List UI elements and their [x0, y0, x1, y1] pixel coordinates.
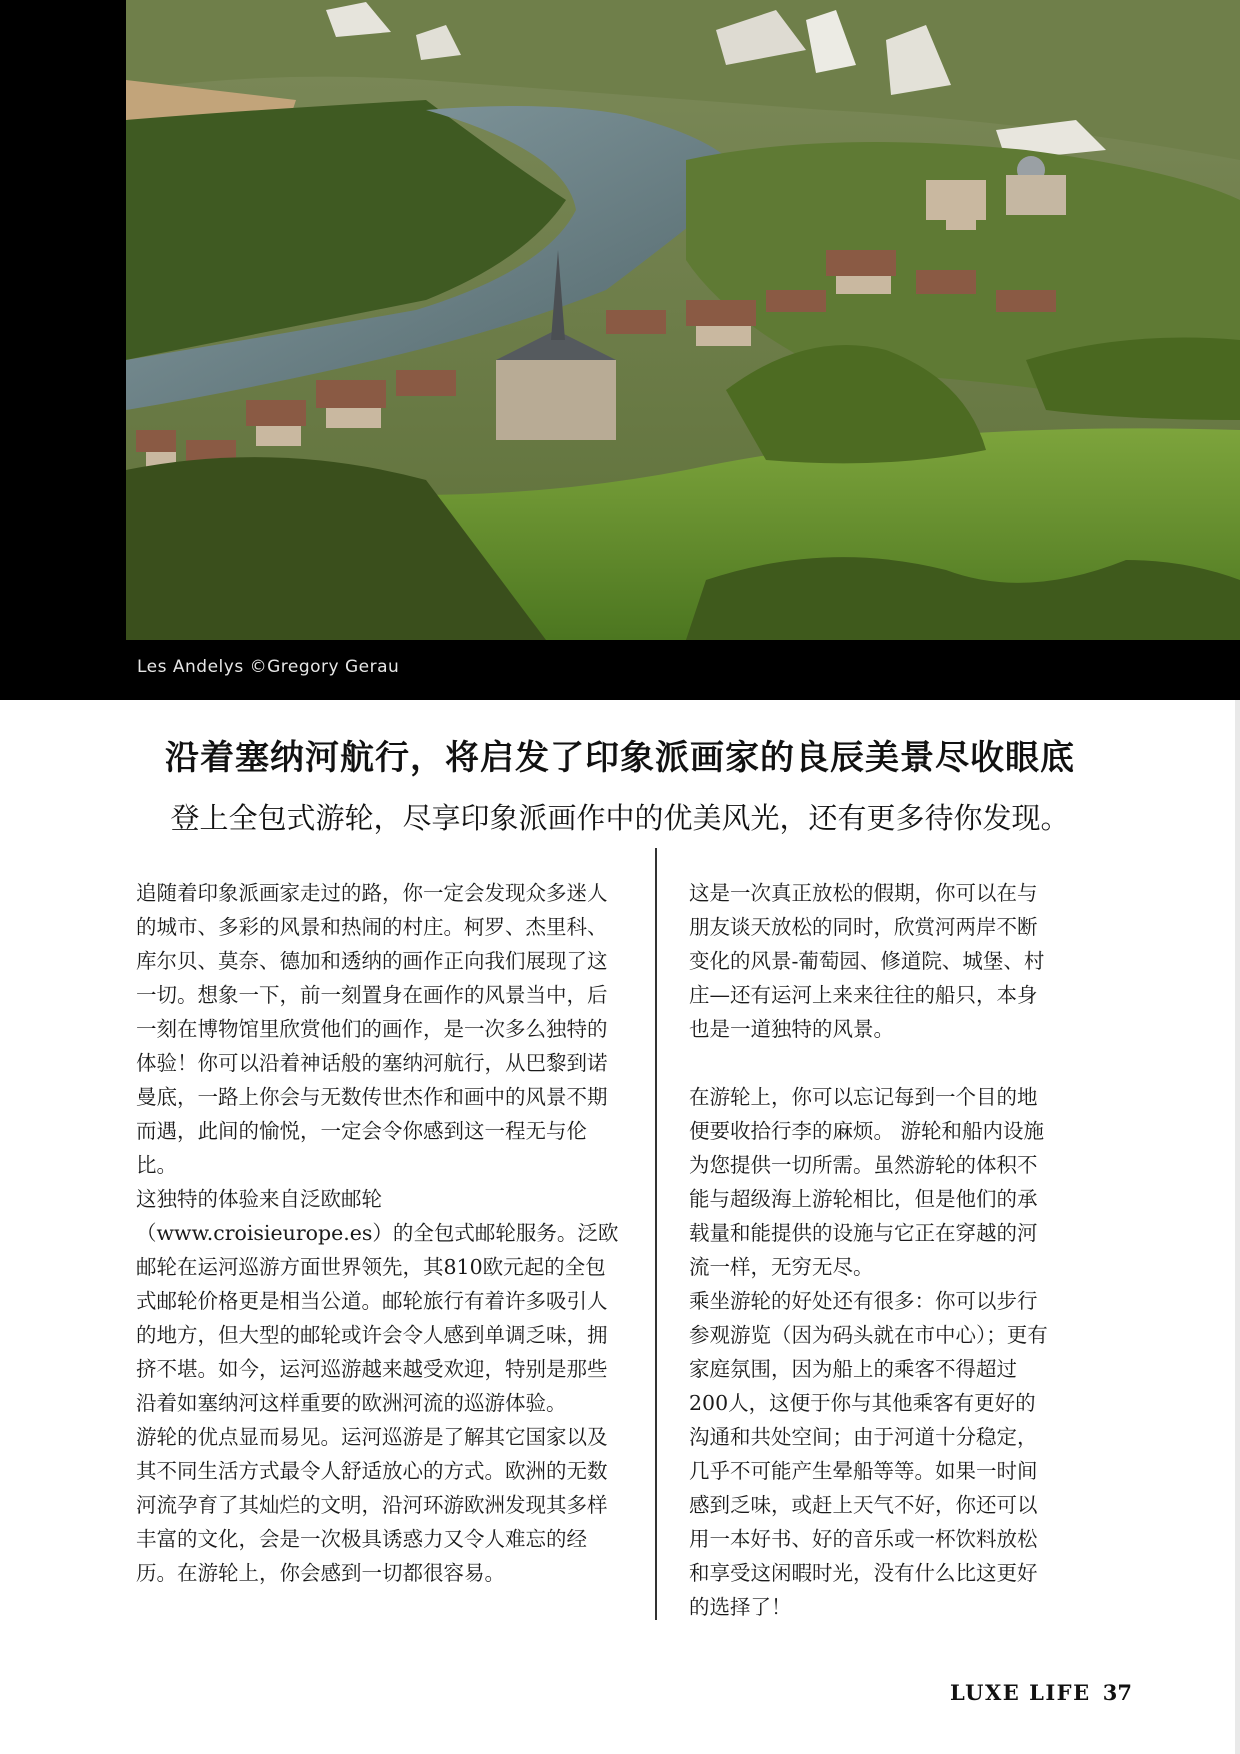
column-divider — [655, 848, 657, 1620]
article-headline: 沿着塞纳河航行，将启发了印象派画家的良辰美景尽收眼底 — [165, 738, 1075, 778]
photo-caption: Les Andelys ©Gregory Gerau — [137, 657, 400, 677]
page-number: 37 — [1102, 1680, 1132, 1705]
left-paragraph-3: 游轮的优点显而易见。运河巡游是了解其它国家以及其不同生活方式最令人舒适放心的方式。欧洲的无数河流孕育了其灿烂的文明，沿河环游欧洲发现其多样丰富的文化，会是一次极具诱惑力又令人难忘的经历。在游轮上，你会感到一切都很容易。 — [136, 1425, 608, 1585]
right-paragraph-1: 这是一次真正放松的假期，你可以在与朋友谈天放松的同时，欣赏河两岸不断变化的风景-葡萄园、修道院、城堡、村庄—还有运河上来来往往的船只，本身也是一道独特的风景。 — [689, 881, 1045, 1041]
left-column — [136, 876, 626, 1590]
hero-band — [0, 0, 1240, 700]
page-footer — [950, 1680, 1132, 1705]
right-paragraph-3: 乘坐游轮的好处还有很多：你可以步行参观游览（因为码头就在市中心）；更有家庭氛围，因为船上的乘客不得超过200人，这便于你与其他乘客有更好的沟通和共处空间；由于河道十分稳定，几乎不可能产生晕船等等。如果一时间感到乏味，或赶上天气不好，你还可以用一本好书、好的音乐或一杯饮料放松和享受这闲暇时光，没有什么比这更好的选择了！ — [689, 1289, 1048, 1619]
page-edge — [1235, 700, 1240, 1754]
magazine-brand: LUXE LIFE — [950, 1680, 1091, 1705]
right-paragraph-2: 在游轮上，你可以忘记每到一个目的地便要收拾行李的麻烦。 游轮和船内设施为您提供一切所需。虽然游轮的体积不能与超级海上游轮相比，但是他们的承载量和能提供的设施与它正在穿越的河流一样，无穷无尽。 — [689, 1085, 1045, 1279]
left-paragraph-1: 追随着印象派画家走过的路，你一定会发现众多迷人的城市、多彩的风景和热闹的村庄。柯罗、杰里科、库尔贝、莫奈、德加和透纳的画作正向我们展现了这一切。想象一下，前一刻置身在画作的风景当中，后一刻在博物馆里欣赏他们的画作，是一次多么独特的体验！你可以沿着神话般的塞纳河航行，从巴黎到诺曼底，一路上你会与无数传世杰作和画中的风景不期而遇，此间的愉悦，一定会令你感到这一程无与伦比。 — [136, 881, 608, 1177]
article-subheadline: 登上全包式游轮，尽享印象派画作中的优美风光，还有更多待你发现。 — [170, 801, 1070, 835]
landscape-photo — [126, 0, 1240, 640]
left-paragraph-2: 这独特的体验来自泛欧邮轮（www.croisieurope.es）的全包式邮轮服务。泛欧邮轮在运河巡游方面世界领先，其810欧元起的全包式邮轮价格更是相当公道。邮轮旅行有着许多吸引人的地方，但大型的邮轮或许会令人感到单调乏味，拥挤不堪。如今，运河巡游越来越受欢迎，特别是那些沿着如塞纳河这样重要的欧洲河流的巡游体验。 — [136, 1187, 619, 1415]
right-column — [689, 876, 1049, 1624]
